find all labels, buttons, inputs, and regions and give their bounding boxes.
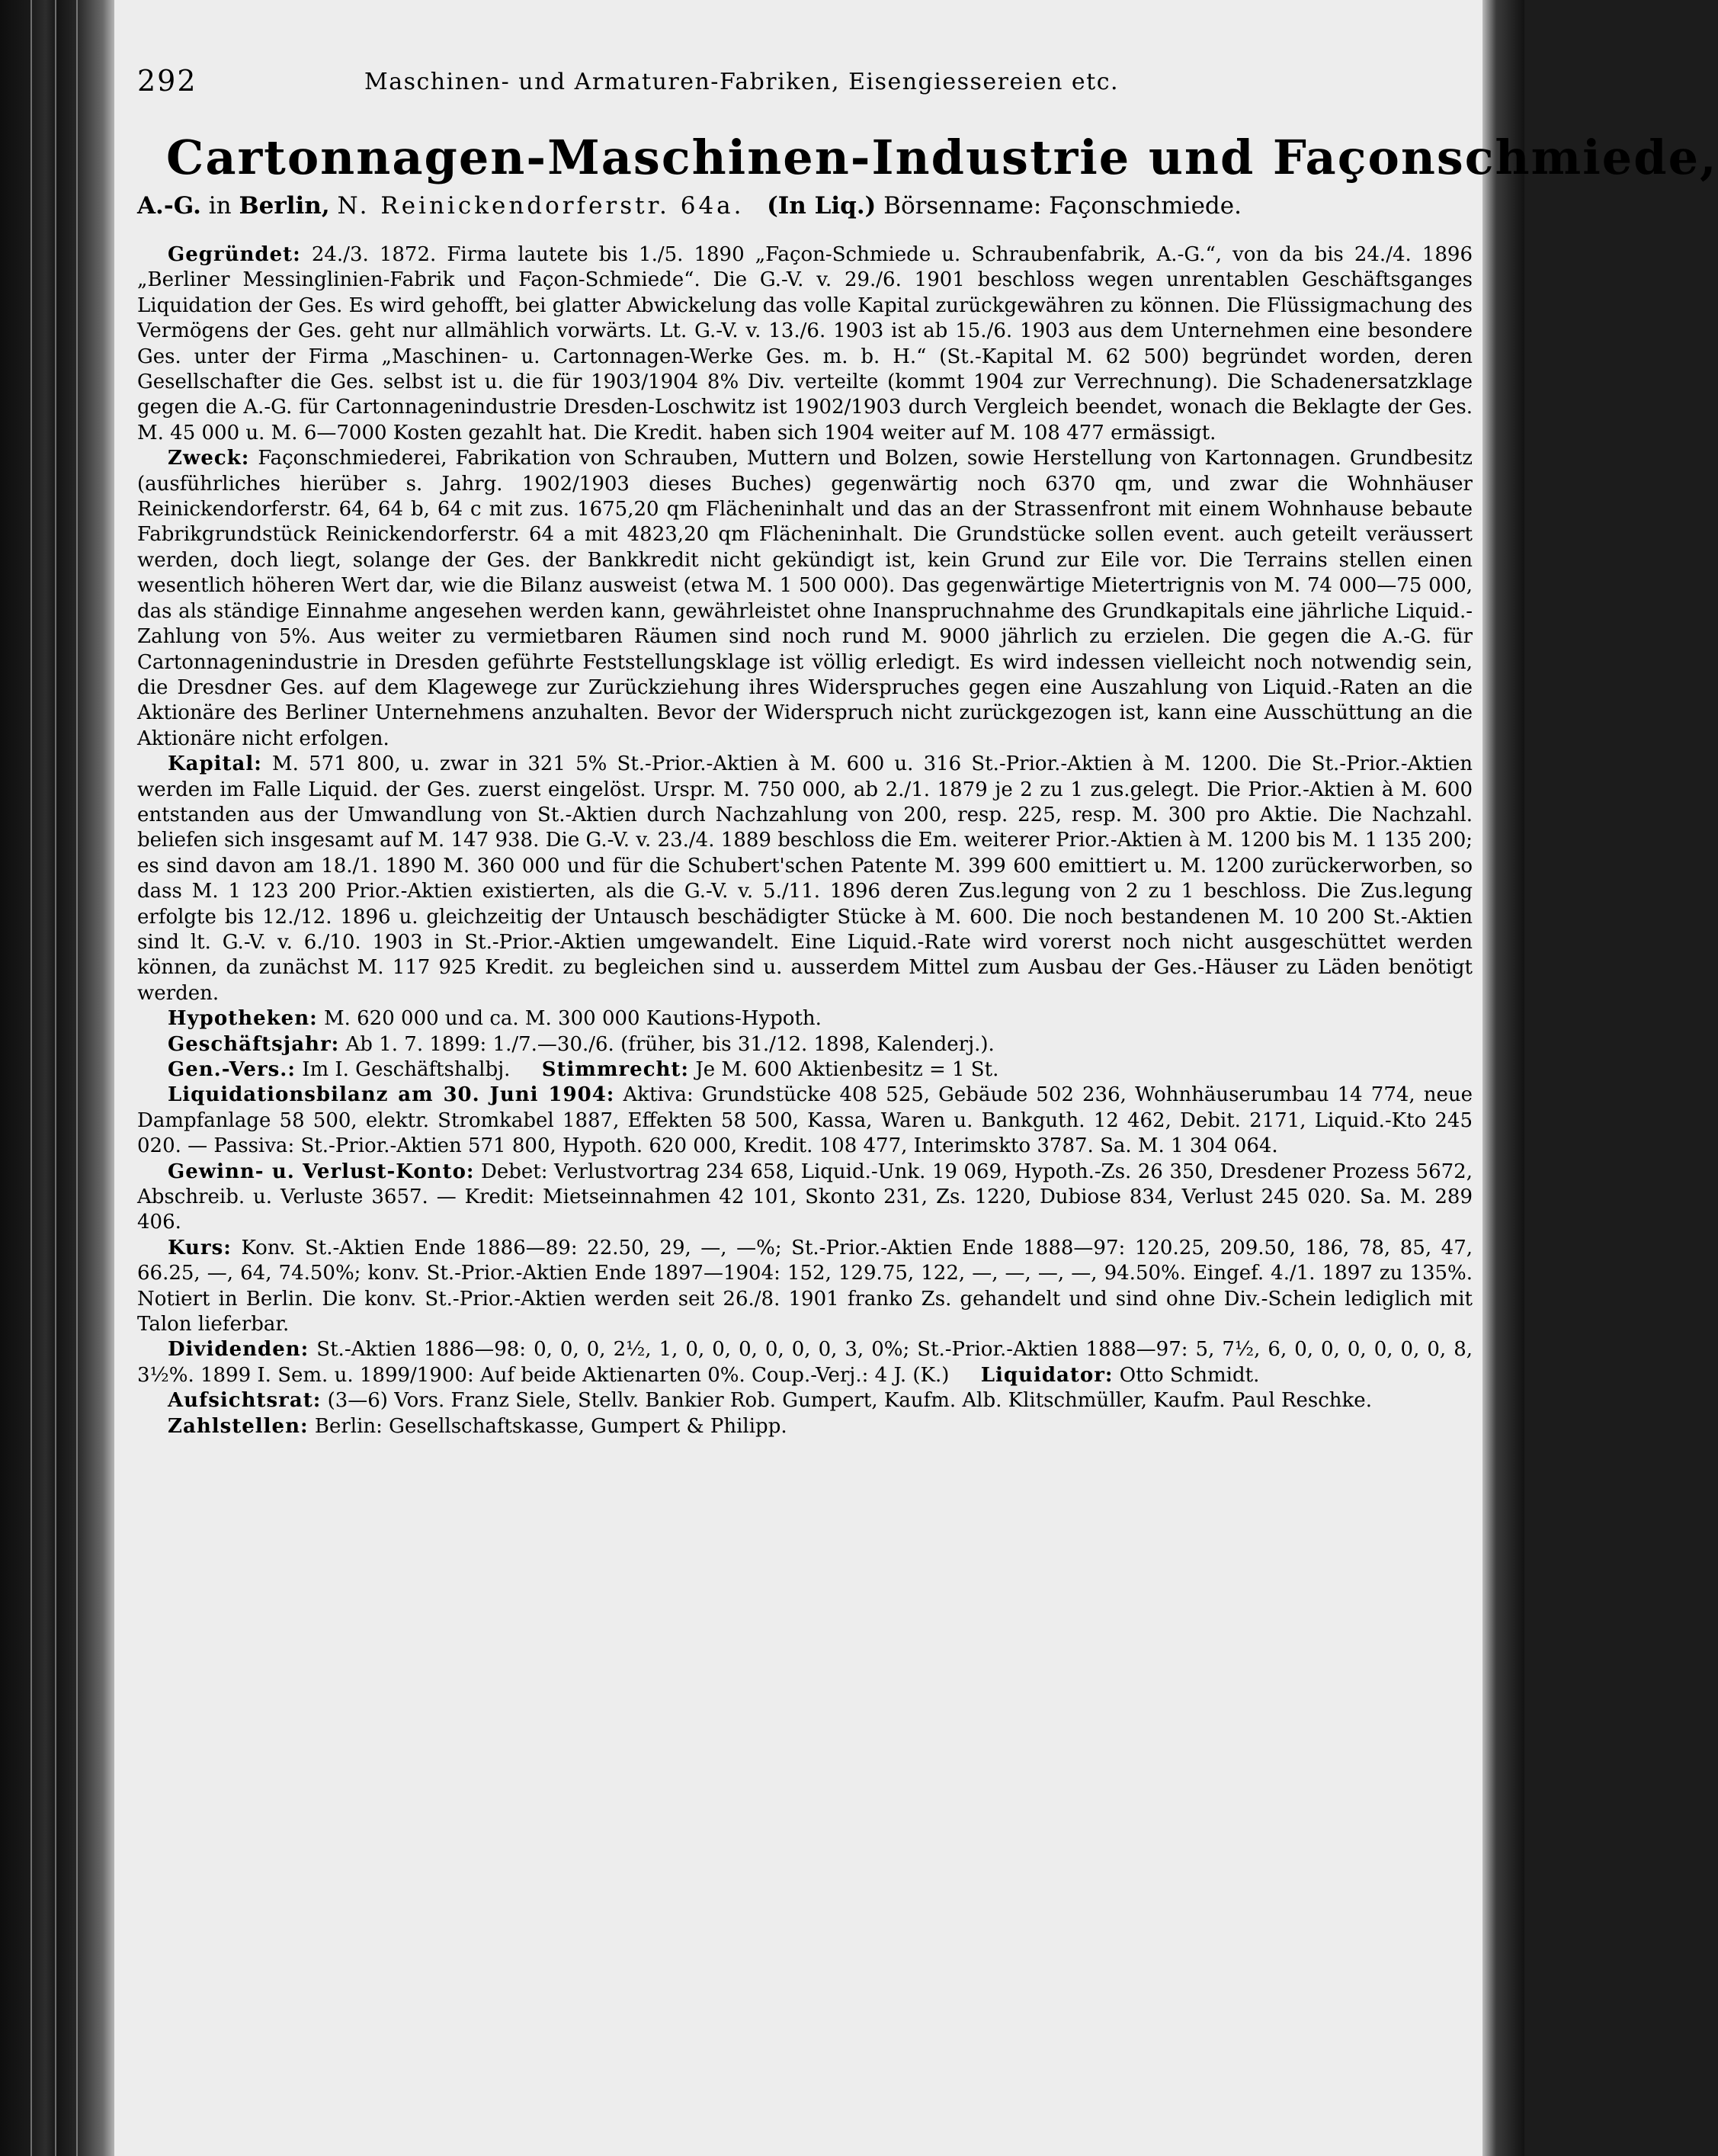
section-zahlstellen: [137, 1414, 1473, 1439]
binding-shadow-right: [1482, 0, 1524, 2156]
section-label: Gegründet:: [168, 243, 301, 266]
section-label-secondary: Liquidator:: [980, 1363, 1114, 1387]
section-geschaeftsjahr: [137, 1032, 1473, 1057]
binding-shadow-left: [0, 0, 114, 2156]
section-hypotheken: [137, 1006, 1473, 1031]
boersenname: Börsenname: Façonschmiede.: [883, 192, 1242, 220]
section-text-secondary: Otto Schmidt.: [1119, 1363, 1260, 1387]
section-text-secondary: Je M. 600 Aktienbesitz = 1 St.: [695, 1058, 999, 1081]
section-text: Façonschmiederei, Fabrikation von Schrauben, Muttern und Bolzen, sowie Herstellung von Kartonnagen. Grundbesitz (ausführliches hierüber s. Jahrg. 1902/1903 dieses Buches) gegenwärtig noch 6370 qm, und zwar die Wohnhäuser Reinickendorferstr. 64, 64 b, 64 c mit zus. 1675,20 qm Flächeninhalt und das an der Strassenfront mit einem Wohnhause bebaute Fabrikgrundstück Reinickendorferstr. 64 a mit 4823,20 qm Flächeninhalt. Die Grundstücke sollen event. auch geteilt veräussert werden, doch liegt, solange der Ges. der Bankkredit nicht gekündigt ist, kein Grund zur Eile vor. Die Terrains stellen einen wesentlich höheren Wert dar, wie die Bilanz ausweist (etwa M. 1 500 000). Das gegenwärtige Mietertrignis von M. 74 000—75 000, das als ständige Einnahme angesehen werden kann, gewährleistet ohne Inanspruchnahme des Grundkapitals eine jährliche Liquid.-Zahlung von 5%. Aus weiter zu vermietbaren Räumen sind noch rund M. 9000 jährlich zu erzielen. Die gegen die A.-G. für Cartonnagenindustrie in Dresden geführte Feststellungsklage ist völlig erledigt. Es wird indessen vielleicht noch notwendig sein, die Dresdner Ges. auf dem Klagewege zur Zurückziehung ihres Widerspruches gegen eine Auszahlung von Liquid.-Raten an die Aktionäre des Berliner Unternehmens anzuhalten. Bevor der Widerspruch nicht zurückgezogen ist, kann eine Ausschüttung an die Aktionäre nicht erfolgen.: [137, 447, 1473, 750]
running-title: Maschinen- und Armaturen-Fabriken, Eisengiessereien etc.: [364, 69, 1120, 95]
section-label: Dividenden:: [168, 1338, 309, 1362]
section-gegruendet: [137, 242, 1473, 446]
section-text: 24./3. 1872. Firma lautete bis 1./5. 1890 „Façon-Schmiede u. Schraubenfabrik, A.-G.“, von da bis 24./4. 1896 „Berliner Messinglinien-Fabrik und Façon-Schmiede“. Die G.-V. v. 29./6. 1901 beschloss wegen unrentablen Geschäftsganges Liquidation der Ges. Es wird gehofft, bei glatter Abwickelung das volle Kapital zurückgewähren zu können. Die Flüssigmachung des Vermögens der Ges. geht nur allmählich vorwärts. Lt. G.-V. v. 13./6. 1903 ist ab 15./6. 1903 aus dem Unternehmen eine besondere Ges. unter der Firma „Maschinen- u. Cartonnagen-Werke Ges. m. b. H.“ (St.-Kapital M. 62 500) begründet worden, deren Gesellschafter die Ges. selbst ist u. die für 1903/1904 8% Div. verteilte (kommt 1904 zur Verrechnung). Die Schadenersatzklage gegen die A.-G. für Cartonnagenindustrie Dresden-Loschwitz ist 1902/1903 durch Vergleich beendet, wonach die Beklagte der Ges. M. 45 000 u. M. 6—7000 Kosten gezahlt hat. Die Kredit. haben sich 1904 weiter auf M. 108 477 ermässigt.: [137, 243, 1473, 444]
section-label: Gen.-Vers.:: [168, 1058, 296, 1081]
company-line: [137, 192, 1479, 220]
section-label: Zahlstellen:: [168, 1414, 309, 1438]
section-text: St.-Aktien 1886—98: 0, 0, 0, 2½, 1, 0, 0, 0, 0, 0, 0, 3, 0%; St.-Prior.-Aktien 1888—97: 5, 7½, 6, 0, 0, 0, 0, 0, 0, 8, 3½%. 1899 I. Sem. u. 1899/1900: Auf beide Aktienarten 0%. Coup.-Verj.: 4 J. (K.): [137, 1338, 1473, 1387]
page-header: [137, 64, 1250, 110]
section-liquidationsbilanz: [137, 1083, 1473, 1159]
liquidation-status: (In Liq.): [767, 192, 877, 220]
section-kapital: [137, 752, 1473, 1006]
city: Berlin,: [239, 192, 330, 220]
section-text: Ab 1. 7. 1899: 1./7.—30./6. (früher, bis 31./12. 1898, Kalenderj.).: [345, 1032, 995, 1056]
section-text: Im I. Geschäftshalbj.: [302, 1058, 511, 1081]
company-title: Cartonnagen-Maschinen-Industrie und Façonschmiede,: [166, 130, 1718, 185]
section-label: Aufsichtsrat:: [168, 1389, 322, 1413]
section-text: Konv. St.-Aktien Ende 1886—89: 22.50, 29, —, —%; St.-Prior.-Aktien Ende 1888—97: 120.25, 209.50, 186, 78, 85, 47, 66.25, —, 64, 74.50%; konv. St.-Prior.-Aktien Ende 1897—1904: 152, 129.75, 122, —, —, —, —, 94.50%. Eingef. 4./1. 1897 zu 135%. Notiert in Berlin. Die konv. St.-Prior.-Aktien werden seit 26./8. 1901 franko Zs. gehandelt und sind ohne Div.-Schein lediglich mit Talon lieferbar.: [137, 1236, 1473, 1336]
section-text: (3—6) Vors. Franz Siele, Stellv. Bankier Rob. Gumpert, Kaufm. Alb. Klitschmüller, Kaufm. Paul Reschke.: [327, 1389, 1372, 1413]
section-label: Kapital:: [168, 752, 262, 776]
page-number: 292: [137, 64, 197, 98]
entry-body: [137, 242, 1473, 1439]
section-label: Gewinn- u. Verlust-Konto:: [168, 1160, 475, 1183]
section-gewinn-verlust: [137, 1160, 1473, 1236]
section-text: M. 571 800, u. zwar in 321 5% St.-Prior.-Aktien à M. 600 u. 316 St.-Prior.-Aktien à M. 1200. Die St.-Prior.-Aktien werden im Falle Liquid. der Ges. zuerst eingelöst. Urspr. M. 750 000, ab 2./1. 1879 je 2 zu 1 zus.gelegt. Die Prior.-Aktien à M. 600 entstanden aus der Umwandlung von St.-Aktien durch Nachzahlung von 200, resp. 225, resp. M. 300 pro Aktie. Die Nachzahl. beliefen sich insgesamt auf M. 147 938. Die G.-V. v. 23./4. 1889 beschloss die Em. weiterer Prior.-Aktien à M. 1200 bis M. 1 135 200; es sind davon am 18./1. 1890 M. 360 000 und für die Schubert'schen Patente M. 399 600 emittiert u. M. 1200 zurückerworben, so dass M. 1 123 200 Prior.-Aktien existierten, als die G.-V. v. 5./11. 1896 deren Zus.legung von 2 zu 1 beschloss. Die Zus.legung erfolgte bis 12./12. 1896 u. gleichzeitig der Untausch beschädigter Stücke à M. 600. Die noch bestandenen M. 10 200 St.-Aktien sind lt. G.-V. v. 6./10. 1903 in St.-Prior.-Aktien umgewandelt. Eine Liquid.-Rate wird vorerst noch nicht ausgeschüttet werden können, da zunächst M. 117 925 Kredit. zu begleichen sind u. ausserdem Mittel zum Ausbau der Ges.-Häuser zu Läden benötigt werden.: [137, 752, 1473, 1005]
section-gen-vers: [137, 1057, 1473, 1083]
section-text: Debet: Verlustvortrag 234 658, Liquid.-Unk. 19 069, Hypoth.-Zs. 26 350, Dresdener Prozess 5672, Abschreib. u. Verluste 3657. — Kredit: Mietseinnahmen 42 101, Skonto 231, Zs. 1220, Dubiose 834, Verlust 245 020. Sa. M. 289 406.: [137, 1160, 1473, 1234]
address: N. Reinickendorferstr. 64a.: [337, 192, 745, 220]
section-label: Hypotheken:: [168, 1007, 318, 1031]
section-aufsichtsrat: [137, 1388, 1473, 1413]
section-label: Liquidationsbilanz am 30. Juni 1904:: [168, 1083, 615, 1107]
section-text: Aktiva: Grundstücke 408 525, Gebäude 502 236, Wohnhäuserumbau 14 774, neue Dampfanlage 58 500, elektr. Stromkabel 1887, Effekten 58 500, Kassa, Waren u. Bankguth. 12 462, Debit. 2171, Liquid.-Kto 245 020. — Passiva: St.-Prior.-Aktien 571 800, Hypoth. 620 000, Kredit. 108 477, Interimskto 3787. Sa. M. 1 304 064.: [137, 1083, 1473, 1158]
section-dividenden: [137, 1337, 1473, 1388]
section-text: Berlin: Gesellschaftskasse, Gumpert & Philipp.: [314, 1414, 787, 1438]
section-label: Zweck:: [168, 447, 250, 470]
section-label: Kurs:: [168, 1236, 232, 1259]
section-label: Geschäftsjahr:: [168, 1032, 340, 1056]
section-label-secondary: Stimmrecht:: [541, 1058, 690, 1081]
section-zweck: [137, 446, 1473, 752]
section-kurs: [137, 1236, 1473, 1338]
section-text: M. 620 000 und ca. M. 300 000 Kautions-Hypoth.: [323, 1007, 822, 1031]
legal-form: A.-G.: [137, 192, 201, 220]
in-word: in: [208, 192, 232, 220]
